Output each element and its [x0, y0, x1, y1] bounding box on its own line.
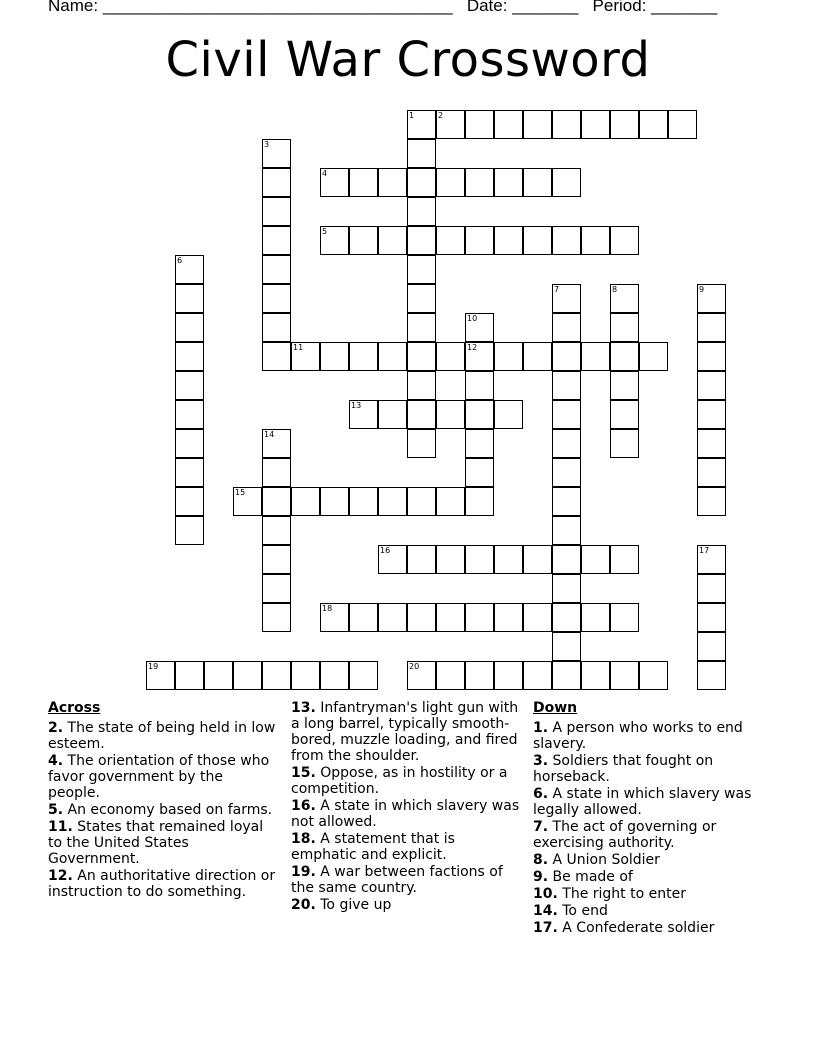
grid-cell[interactable]: [610, 110, 639, 139]
clue-item-number: 12.: [48, 868, 73, 884]
grid-cell[interactable]: [465, 458, 494, 487]
grid-cell[interactable]: [175, 313, 204, 342]
clue-item-number: 17.: [533, 920, 558, 936]
grid-cell[interactable]: [349, 168, 378, 197]
clue-number: 3: [264, 140, 270, 149]
clue-number: 12: [467, 343, 478, 352]
grid-cell[interactable]: [610, 342, 639, 371]
clue-item-text: A statement that is emphatic and explicit.: [291, 831, 455, 863]
grid-cell[interactable]: [581, 342, 610, 371]
grid-cell[interactable]: [407, 487, 436, 516]
clue-item: [533, 903, 763, 919]
clue-item: [291, 897, 523, 913]
clue-number: 6: [177, 256, 183, 265]
grid-cell[interactable]: [465, 400, 494, 429]
grid-cell[interactable]: [523, 110, 552, 139]
clue-item: [533, 920, 763, 936]
clue-item-number: 2.: [48, 720, 64, 736]
clue-item-text: A person who works to end slavery.: [533, 720, 743, 752]
grid-cell[interactable]: [639, 661, 668, 690]
grid-cell[interactable]: [523, 661, 552, 690]
grid-cell[interactable]: [407, 603, 436, 632]
grid-cell[interactable]: [175, 342, 204, 371]
clue-item-text: A Confederate soldier: [557, 920, 715, 936]
grid-cell[interactable]: [494, 661, 523, 690]
period-label: Period:: [592, 0, 647, 15]
grid-cell[interactable]: [262, 139, 291, 168]
grid-cell[interactable]: [523, 603, 552, 632]
grid-cell[interactable]: [436, 342, 465, 371]
grid-cell[interactable]: [523, 226, 552, 255]
grid-cell[interactable]: [349, 226, 378, 255]
clue-item: [48, 868, 278, 900]
grid-cell[interactable]: [610, 429, 639, 458]
grid-cell[interactable]: [320, 342, 349, 371]
grid-cell[interactable]: [465, 661, 494, 690]
clue-number: 9: [699, 285, 705, 294]
clue-item: [291, 864, 523, 896]
grid-cell[interactable]: [291, 342, 320, 371]
grid-cell[interactable]: [407, 371, 436, 400]
clue-number: 14: [264, 430, 275, 439]
grid-cell[interactable]: [262, 487, 291, 516]
grid-cell[interactable]: [262, 429, 291, 458]
grid-cell[interactable]: [552, 632, 581, 661]
page-title: Civil War Crossword: [165, 32, 651, 88]
grid-cell[interactable]: [610, 661, 639, 690]
grid-cell[interactable]: [436, 487, 465, 516]
grid-cell[interactable]: [262, 284, 291, 313]
clue-item-text: To give up: [315, 897, 392, 913]
grid-cell[interactable]: [262, 458, 291, 487]
clue-number: 11: [293, 343, 304, 352]
clue-item-number: 4.: [48, 753, 64, 769]
clue-item-number: 5.: [48, 802, 64, 818]
clue-item: [533, 819, 763, 851]
grid-cell[interactable]: [407, 400, 436, 429]
clue-item-number: 11.: [48, 819, 73, 835]
clue-number: 16: [380, 546, 391, 555]
grid-cell[interactable]: [465, 110, 494, 139]
grid-cell[interactable]: [436, 168, 465, 197]
grid-cell[interactable]: [610, 603, 639, 632]
clue-number: 13: [351, 401, 362, 410]
grid-cell[interactable]: [494, 603, 523, 632]
across-clue-list: [48, 720, 278, 900]
grid-cell[interactable]: [552, 168, 581, 197]
clue-item: [48, 819, 278, 867]
grid-cell[interactable]: [552, 342, 581, 371]
grid-cell[interactable]: [349, 661, 378, 690]
grid-cell[interactable]: [494, 400, 523, 429]
clue-item-number: 13.: [291, 700, 316, 716]
clue-item-text: Soldiers that fought on horseback.: [533, 753, 714, 785]
grid-cell[interactable]: [465, 313, 494, 342]
clue-item-number: 18.: [291, 831, 316, 847]
clue-item: [533, 869, 763, 885]
grid-cell[interactable]: [378, 342, 407, 371]
grid-cell[interactable]: [552, 400, 581, 429]
across-clues-continued: [291, 700, 523, 914]
clue-item: [48, 720, 278, 752]
grid-cell[interactable]: [233, 487, 262, 516]
grid-cell[interactable]: [697, 342, 726, 371]
grid-cell[interactable]: [697, 487, 726, 516]
grid-cell[interactable]: [262, 255, 291, 284]
grid-cell[interactable]: [291, 661, 320, 690]
grid-cell[interactable]: [407, 313, 436, 342]
grid-cell[interactable]: [349, 487, 378, 516]
name-field[interactable]: _____________________________________: [102, 0, 453, 15]
clue-item-number: 15.: [291, 765, 316, 781]
grid-cell[interactable]: [378, 400, 407, 429]
grid-cell[interactable]: [175, 458, 204, 487]
grid-cell[interactable]: [378, 226, 407, 255]
clue-item-number: 14.: [533, 903, 558, 919]
grid-cell[interactable]: [494, 110, 523, 139]
grid-cell[interactable]: [494, 226, 523, 255]
grid-cell[interactable]: [552, 110, 581, 139]
grid-cell[interactable]: [494, 342, 523, 371]
clue-item-number: 7.: [533, 819, 549, 835]
grid-cell[interactable]: [175, 255, 204, 284]
grid-cell[interactable]: [610, 545, 639, 574]
grid-cell[interactable]: [262, 545, 291, 574]
grid-cell[interactable]: [407, 429, 436, 458]
grid-cell[interactable]: [639, 342, 668, 371]
grid-cell[interactable]: [262, 313, 291, 342]
clue-item-number: 3.: [533, 753, 549, 769]
grid-cell[interactable]: [581, 545, 610, 574]
clue-number: 19: [148, 662, 159, 671]
grid-cell[interactable]: [378, 487, 407, 516]
grid-cell[interactable]: [436, 226, 465, 255]
grid-cell[interactable]: [552, 516, 581, 545]
grid-cell[interactable]: [175, 487, 204, 516]
grid-cell[interactable]: [581, 661, 610, 690]
clue-item-number: 1.: [533, 720, 549, 736]
clue-number: 8: [612, 285, 618, 294]
clue-item-number: 6.: [533, 786, 549, 802]
clue-item-number: 8.: [533, 852, 549, 868]
clue-item: [291, 831, 523, 863]
grid-cell[interactable]: [552, 371, 581, 400]
grid-cell[interactable]: [407, 545, 436, 574]
grid-cell[interactable]: [378, 545, 407, 574]
grid-cell[interactable]: [320, 661, 349, 690]
grid-cell[interactable]: [465, 429, 494, 458]
grid-cell[interactable]: [262, 342, 291, 371]
grid-cell[interactable]: [697, 400, 726, 429]
grid-cell[interactable]: [610, 226, 639, 255]
clue-item-text: To end: [557, 903, 608, 919]
grid-cell[interactable]: [494, 168, 523, 197]
clue-item-text: The orientation of those who favor government by the people.: [48, 753, 270, 801]
clue-item-number: 20.: [291, 897, 316, 913]
grid-cell[interactable]: [175, 661, 204, 690]
clue-item: [291, 798, 523, 830]
grid-cell[interactable]: [552, 545, 581, 574]
clue-item-text: The state of being held in low esteem.: [48, 720, 276, 752]
grid-cell[interactable]: [494, 545, 523, 574]
grid-cell[interactable]: [552, 574, 581, 603]
grid-cell[interactable]: [407, 255, 436, 284]
grid-cell[interactable]: [552, 313, 581, 342]
clue-item-text: A state in which slavery was not allowed.: [291, 798, 520, 830]
grid-cell[interactable]: [262, 226, 291, 255]
grid-cell[interactable]: [262, 603, 291, 632]
grid-cell[interactable]: [697, 371, 726, 400]
grid-cell[interactable]: [175, 284, 204, 313]
grid-cell[interactable]: [523, 545, 552, 574]
clue-item-text: Oppose, as in hostility or a competition.: [291, 765, 508, 797]
grid-cell[interactable]: [378, 168, 407, 197]
clue-item: [291, 765, 523, 797]
grid-cell[interactable]: [552, 603, 581, 632]
grid-cell[interactable]: [697, 313, 726, 342]
grid-cell[interactable]: [349, 603, 378, 632]
clue-number: 20: [409, 662, 420, 671]
grid-cell[interactable]: [465, 342, 494, 371]
grid-cell[interactable]: [436, 603, 465, 632]
grid-cell[interactable]: [175, 516, 204, 545]
grid-cell[interactable]: [581, 110, 610, 139]
grid-cell[interactable]: [581, 603, 610, 632]
grid-cell[interactable]: [262, 516, 291, 545]
grid-cell[interactable]: [262, 661, 291, 690]
grid-cell[interactable]: [175, 429, 204, 458]
grid-cell[interactable]: [610, 400, 639, 429]
clue-number: 5: [322, 227, 328, 236]
grid-cell[interactable]: [697, 545, 726, 574]
clue-item: [533, 786, 763, 818]
period-field[interactable]: _______: [651, 0, 718, 15]
grid-cell[interactable]: [610, 371, 639, 400]
grid-cell[interactable]: [581, 226, 610, 255]
clue-item-text: Be made of: [548, 869, 633, 885]
grid-cell[interactable]: [291, 487, 320, 516]
clue-item-number: 10.: [533, 886, 558, 902]
clue-item-text: The right to enter: [557, 886, 686, 902]
grid-cell[interactable]: [320, 487, 349, 516]
clue-item-text: Infantryman's light gun with a long barrel, typically smooth-bored, muzzle loading, and fired from the shoulder.: [291, 700, 519, 764]
grid-cell[interactable]: [639, 110, 668, 139]
grid-cell[interactable]: [465, 545, 494, 574]
grid-cell[interactable]: [552, 487, 581, 516]
clue-item-text: A war between factions of the same country.: [291, 864, 503, 896]
name-label: Name:: [48, 0, 99, 15]
grid-cell[interactable]: [552, 226, 581, 255]
date-field[interactable]: _______: [512, 0, 579, 15]
grid-cell[interactable]: [175, 400, 204, 429]
grid-cell[interactable]: [378, 603, 407, 632]
grid-cell[interactable]: [407, 661, 436, 690]
across-clue-list-continued: [291, 700, 523, 913]
grid-cell[interactable]: [233, 661, 262, 690]
grid-cell[interactable]: [697, 632, 726, 661]
grid-cell[interactable]: [697, 458, 726, 487]
clue-item-number: 9.: [533, 869, 549, 885]
clue-item-text: An authoritative direction or instruction to do something.: [48, 868, 276, 900]
grid-cell[interactable]: [407, 197, 436, 226]
grid-cell[interactable]: [523, 168, 552, 197]
grid-cell[interactable]: [204, 661, 233, 690]
clue-number: 4: [322, 169, 328, 178]
grid-cell[interactable]: [697, 574, 726, 603]
grid-cell[interactable]: [262, 168, 291, 197]
grid-cell[interactable]: [465, 371, 494, 400]
clue-number: 18: [322, 604, 333, 613]
grid-cell[interactable]: [349, 400, 378, 429]
clue-item: [533, 886, 763, 902]
grid-cell[interactable]: [436, 661, 465, 690]
clue-item-text: An economy based on farms.: [63, 802, 273, 818]
grid-cell[interactable]: [407, 284, 436, 313]
grid-cell[interactable]: [552, 458, 581, 487]
grid-cell[interactable]: [407, 226, 436, 255]
grid-cell[interactable]: [697, 429, 726, 458]
down-clues: [533, 700, 763, 937]
clue-number: 2: [438, 111, 444, 120]
grid-cell[interactable]: [465, 226, 494, 255]
grid-cell[interactable]: [436, 545, 465, 574]
clue-number: 15: [235, 488, 246, 497]
clue-item: [533, 753, 763, 785]
date-label: Date:: [466, 0, 508, 15]
clue-item-text: States that remained loyal to the United States Government.: [48, 819, 264, 867]
clue-item-number: 16.: [291, 798, 316, 814]
grid-cell[interactable]: [407, 139, 436, 168]
grid-cell[interactable]: [465, 603, 494, 632]
grid-cell[interactable]: [610, 284, 639, 313]
clue-item-text: A state in which slavery was legally allowed.: [533, 786, 752, 818]
clue-item-text: A Union Soldier: [548, 852, 660, 868]
across-heading: Across: [48, 700, 101, 716]
grid-cell[interactable]: [320, 603, 349, 632]
grid-cell[interactable]: [668, 110, 697, 139]
grid-cell[interactable]: [552, 284, 581, 313]
clue-item: [48, 753, 278, 801]
grid-cell[interactable]: [146, 661, 175, 690]
clue-item-number: 19.: [291, 864, 316, 880]
clue-number: 7: [554, 285, 560, 294]
across-clues: [48, 700, 278, 901]
clue-number: 1: [409, 111, 415, 120]
grid-cell[interactable]: [697, 603, 726, 632]
clue-item: [291, 700, 523, 764]
grid-cell[interactable]: [465, 168, 494, 197]
grid-cell[interactable]: [436, 110, 465, 139]
clue-number: 10: [467, 314, 478, 323]
grid-cell[interactable]: [262, 197, 291, 226]
grid-cell[interactable]: [349, 342, 378, 371]
grid-cell[interactable]: [407, 342, 436, 371]
grid-cell[interactable]: [697, 661, 726, 690]
down-heading: Down: [533, 700, 578, 716]
clue-item: [48, 802, 278, 818]
grid-cell[interactable]: [320, 168, 349, 197]
grid-cell[interactable]: [175, 371, 204, 400]
clue-number: 17: [699, 546, 710, 555]
grid-cell[interactable]: [697, 284, 726, 313]
grid-cell[interactable]: [552, 661, 581, 690]
clue-item: [533, 720, 763, 752]
grid-cell[interactable]: [320, 226, 349, 255]
clue-item: [533, 852, 763, 868]
clue-item-text: The act of governing or exercising authority.: [533, 819, 717, 851]
grid-cell[interactable]: [523, 342, 552, 371]
grid-cell[interactable]: [436, 400, 465, 429]
grid-cell[interactable]: [465, 487, 494, 516]
grid-cell[interactable]: [552, 429, 581, 458]
grid-cell[interactable]: [610, 313, 639, 342]
grid-cell[interactable]: [262, 574, 291, 603]
grid-cell[interactable]: [407, 168, 436, 197]
grid-cell[interactable]: [407, 110, 436, 139]
down-clue-list: [533, 720, 763, 936]
